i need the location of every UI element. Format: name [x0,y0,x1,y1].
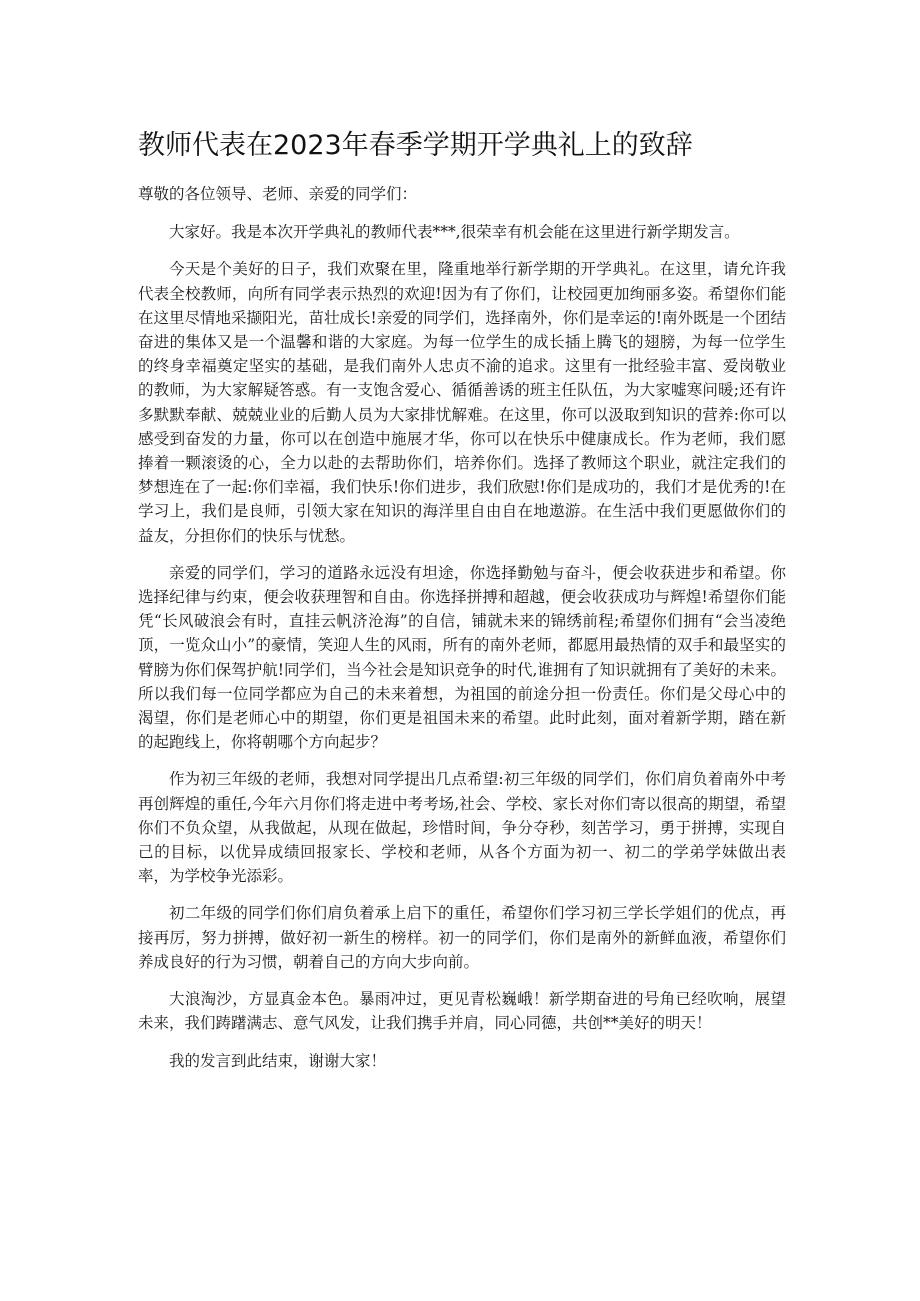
document-title: 教师代表在2023年春季学期开学典礼上的致辞 [138,130,693,161]
paragraph-grade-three: 作为初三年级的老师，我想对同学提出几点希望:初三年级的同学们，你们肩负着南外中考再创辉煌的重任,今年六月你们将走进中考考场,社会、学校、家长对你们寄以很高的期望，希望你们不负众望，从我做起，从现在做起，珍惜时间，争分夺秒，刻苦学习，勇于拼搏，实现自己的目标，以优异成绩回报家长、学校和老师，从各个方面为初一、初二的学弟学妹做出表率，为学校争光添彩。 [138,770,786,886]
greeting-line: 尊敬的各位领导、老师、亲爱的同学们： [138,185,418,203]
paragraph-study-road: 亲爱的同学们，学习的道路永远没有坦途，你选择勤勉与奋斗，便会收获进步和希望。你选择纪律与约束，便会收获理智和自由。你选择拼搏和超越，便会收获成功与辉煌!希望你们能凭“长风破浪会有时，直挂云帆济沧海”的自信，铺就未来的锦绣前程;希望你们拥有“会当凌绝顶，一览众山小”的豪情，笑迎人生的风雨，所有的南外老师，都愿用最热情的双手和最坚实的臂膀为你们保驾护航!同学们，当今社会是知识竞争的时代,谁拥有了知识就拥有了美好的未来。所以我们每一位同学都应为自己的未来着想，为祖国的前途分担一份责任。你们是父母心中的渴望，你们是老师心中的期望，你们更是祖国未来的希望。此时此刻，面对着新学期，踏在新的起跑线上，你将朝哪个方向起步？ [138,563,786,752]
paragraph-opening: 大家好。我是本次开学典礼的教师代表***,很荣幸有机会能在这里进行新学期发言。 [169,223,740,242]
paragraph-outlook: 大浪淘沙，方显真金本色。暴雨冲过，更见青松巍峨！新学期奋进的号角已经吹响，展望未来，我们踌躇满志、意气风发，让我们携手并肩，同心同德，共创**美好的明天！ [138,990,786,1033]
paragraph-welcome: 今天是个美好的日子，我们欢聚在里，隆重地举行新学期的开学典礼。在这里，请允许我代表全校教师，向所有同学表示热烈的欢迎!因为有了你们，让校园更加绚丽多姿。希望你们能在这里尽情地采撷阳光，苗壮成长!亲爱的同学们，选择南外，你们是幸运的!南外既是一个团结奋进的集体又是一个温馨和谐的大家庭。为每一位学生的成长插上腾飞的翅膀，为每一位学生的终身幸福奠定坚实的基础，是我们南外人忠贞不渝的追求。这里有一批经验丰富、爱岗敬业的教师，为大家解疑答惑。有一支饱含爱心、循循善诱的班主任队伍，为大家嘘寒问暖;还有许多默默奉献、兢兢业业的后勤人员为大家排忧解难。在这里，你可以汲取到知识的营养:你可以感受到奋发的力量，你可以在创造中施展才华，你可以在快乐中健康成长。作为老师，我们愿捧着一颗滚烫的心，全力以赴的去帮助你们，培养你们。选择了教师这个职业，就注定我们的梦想连在了一起:你们幸福，我们快乐!你们进步，我们欣慰!你们是成功的，我们才是优秀的!在学习上，我们是良师，引领大家在知识的海洋里自由自在地遨游。在生活中我们更愿做你们的益友，分担你们的快乐与忧愁。 [138,260,786,545]
paragraph-grade-one-two: 初二年级的同学们你们肩负着承上启下的重任，希望你们学习初三学长学姐们的优点，再接再厉，努力拼搏，做好初一新生的榜样。初一的同学们，你们是南外的新鲜血液，希望你们养成良好的行为习惯，朝着自己的方向大步向前。 [138,904,786,971]
paragraph-closing: 我的发言到此结束，谢谢大家！ [169,1051,387,1070]
document-body [138,182,786,1086]
